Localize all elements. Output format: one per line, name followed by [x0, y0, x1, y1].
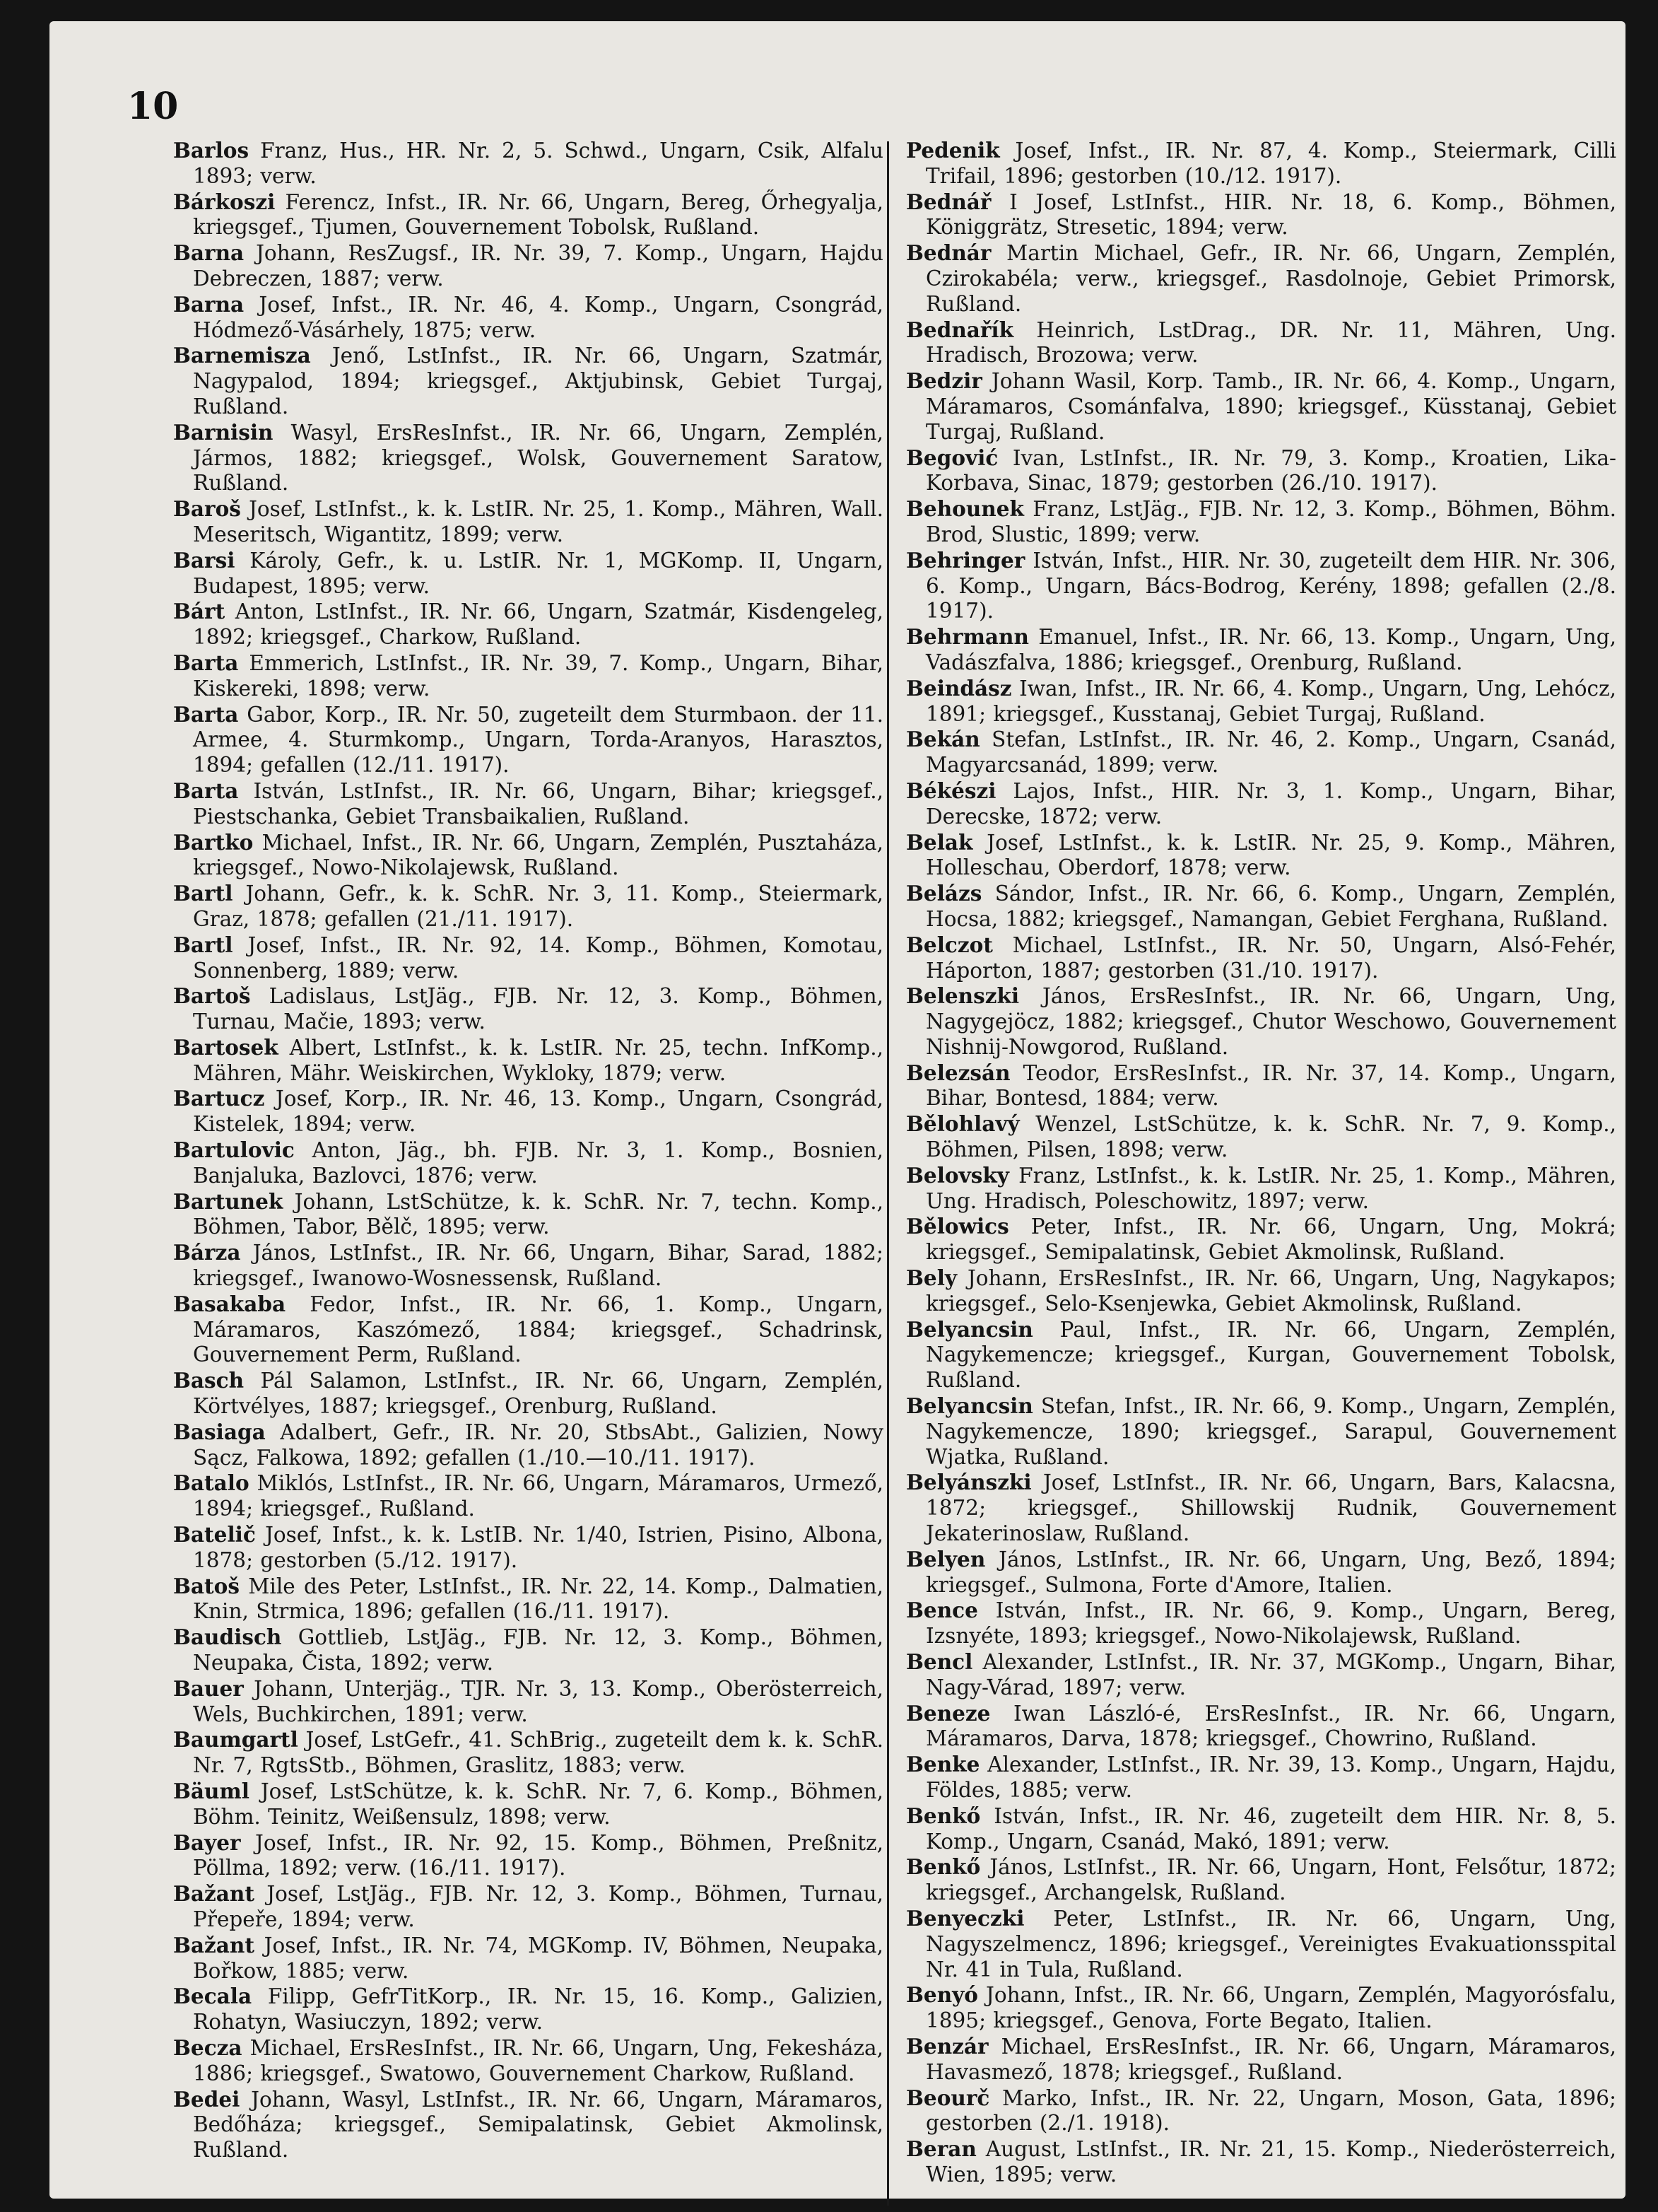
list-entry — [906, 1214, 1616, 1265]
entry-details: Ivan, LstInfst., IR. Nr. 79, 3. Komp., Kroatien, Lika-Korbava, Sinac, 1879; gestorben (26./10. 1917). — [926, 445, 1616, 496]
list-entry — [173, 1420, 883, 1471]
entry-details: Josef, Infst., k. k. LstIB. Nr. 1/40, Istrien, Pisino, Albona, 1878; gestorben (5./12. 1917). — [193, 1523, 883, 1572]
entry-surname: Bartl — [173, 881, 233, 906]
entry-surname: Behringer — [906, 547, 1025, 573]
entry-details: Martin Michael, Gefr., IR. Nr. 66, Ungarn, Zemplén, Czirokabéla; verw., kriegsgef., Rasdolnoje, Gebiet Primorsk, Rußland. — [926, 241, 1616, 316]
list-entry — [906, 1393, 1616, 1470]
entry-details: Josef, LstInfst., k. k. LstIR. Nr. 25, 9. Komp., Mähren, Holleschau, Oberdorf, 1878; verw. — [926, 830, 1616, 880]
entry-surname: Beourč — [906, 2085, 990, 2110]
entry-details: Anton, LstInfst., IR. Nr. 66, Ungarn, Szatmár, Kisdengeleg, 1892; kriegsgef., Charkow, Rußland. — [193, 599, 883, 650]
list-entry — [173, 881, 883, 932]
entry-surname: Bednár — [906, 240, 992, 266]
entry-details: Michael, ErsResInfst., IR. Nr. 66, Ungarn, Máramaros, Havasmező, 1878; kriegsgef., Rußland. — [926, 2034, 1616, 2084]
entry-details: Alexander, LstInfst., IR. Nr. 37, MGKomp., Ungarn, Bihar, Nagy-Várad, 1897; verw. — [926, 1650, 1616, 1699]
entry-details: Pál Salamon, LstInfst., IR. Nr. 66, Ungarn, Zemplén, Körtvélyes, 1887; kriegsgef., Orenburg, Rußland. — [193, 1369, 883, 1419]
list-entry — [906, 624, 1616, 676]
list-entry — [906, 1649, 1616, 1701]
entry-details: Sándor, Infst., IR. Nr. 66, 6. Komp., Ungarn, Zemplén, Hocsa, 1882; kriegsgef., Namangan, Gebiet Ferghana, Rußland. — [926, 882, 1616, 931]
entry-surname: Bartl — [173, 932, 233, 957]
entry-surname: Bárt — [173, 599, 225, 624]
entry-details: Ferencz, Infst., IR. Nr. 66, Ungarn, Bereg, Őrhegyalja, kriegsgef., Tjumen, Gouvernement Tobolsk, Rußland. — [193, 189, 883, 240]
entry-details: Johann Wasil, Korp. Tamb., IR. Nr. 66, 4. Komp., Ungarn, Máramaros, Csománfalva, 1890; kriegsgef., Küsstanaj, Gebiet Turgaj, Rußland. — [926, 369, 1616, 444]
entry-surname: Békészi — [906, 778, 996, 803]
entry-surname: Barta — [173, 650, 239, 675]
entry-surname: Pedenik — [906, 138, 1000, 163]
list-entry — [173, 1470, 883, 1522]
entry-surname: Barna — [173, 291, 245, 317]
entry-surname: Bárza — [173, 1240, 241, 1265]
entry-details: Johann, Gefr., k. k. SchR. Nr. 3, 11. Komp., Steiermark, Graz, 1878; gefallen (21./11. 1917). — [193, 882, 883, 931]
list-entry — [173, 650, 883, 702]
entry-surname: Barta — [173, 701, 239, 727]
entry-surname: Bartosek — [173, 1034, 278, 1060]
list-entry — [173, 240, 883, 292]
entry-details: Gabor, Korp., IR. Nr. 50, zugeteilt dem Sturmbaon. der 11. Armee, 4. Sturmkomp., Ungarn, Torda-Aranyos, Harasztos, 1894; gefallen (12./11. 1917). — [193, 702, 883, 778]
list-entry — [173, 1086, 883, 1137]
list-entry — [173, 983, 883, 1035]
list-entry — [173, 343, 883, 419]
entry-surname: Basch — [173, 1368, 245, 1393]
entry-surname: Bauer — [173, 1675, 244, 1701]
entry-surname: Bartko — [173, 829, 254, 855]
list-entry — [173, 420, 883, 496]
list-entry — [906, 881, 1616, 932]
entry-surname: Bedei — [173, 2086, 240, 2112]
list-entry — [906, 830, 1616, 882]
entry-surname: Bažant — [173, 1932, 254, 1958]
list-entry — [173, 1035, 883, 1087]
entry-surname: Belyancsin — [906, 1393, 1033, 1419]
entry-details: Anton, Jäg., bh. FJB. Nr. 3, 1. Komp., Bosnien, Banjaluka, Bazlovci, 1876; verw. — [193, 1138, 883, 1188]
entry-surname: Barsi — [173, 547, 235, 573]
entry-surname: Benke — [906, 1752, 980, 1777]
entry-surname: Begović — [906, 445, 999, 470]
entry-details: Johann, ResZugsf., IR. Nr. 39, 7. Komp., Ungarn, Hajdu Debreczen, 1887; verw. — [193, 241, 883, 291]
list-entry — [173, 496, 883, 548]
entry-surname: Becala — [173, 1984, 252, 2009]
entry-surname: Bence — [906, 1598, 978, 1623]
entry-details: Josef, LstGefr., 41. SchBrig., zugeteilt dem k. k. SchR. Nr. 7, RgtsStb., Böhmen, Graslitz, 1883; verw. — [193, 1728, 883, 1778]
entry-details: János, LstInfst., IR. Nr. 66, Ungarn, Hont, Felsőtur, 1872; kriegsgef., Archangelsk, Rußland. — [926, 1855, 1616, 1905]
entry-details: Fedor, Infst., IR. Nr. 66, 1. Komp., Ungarn, Máramaros, Kaszómező, 1884; kriegsgef., Schadrinsk, Gouvernement Perm, Rußland. — [193, 1292, 883, 1367]
entry-surname: Behrmann — [906, 624, 1029, 650]
list-entry — [173, 1830, 883, 1882]
entry-details: Stefan, Infst., IR. Nr. 66, 9. Komp., Ungarn, Zemplén, Nagykemencze, 1890; kriegsgef., Sarapul, Gouvernement Wjatka, Rußland. — [926, 1394, 1616, 1469]
entry-details: Josef, Infst., IR. Nr. 46, 4. Komp., Ungarn, Csongrád, Hódmező-Vásárhely, 1875; verw. — [193, 292, 883, 342]
entry-surname: Barlos — [173, 138, 249, 163]
entry-details: Johann, ErsResInfst., IR. Nr. 66, Ungarn, Ung, Nagykapos; kriegsgef., Selo-Ksenjewka, Gebiet Akmolinsk, Rußland. — [926, 1266, 1616, 1316]
entry-details: Johann, LstSchütze, k. k. SchR. Nr. 7, techn. Komp., Böhmen, Tabor, Bělč, 1895; verw. — [193, 1189, 883, 1239]
list-entry — [173, 1676, 883, 1728]
entry-details: Lajos, Infst., HIR. Nr. 3, 1. Komp., Ungarn, Bihar, Derecske, 1872; verw. — [926, 778, 1616, 829]
entry-surname: Belyánszki — [906, 1470, 1032, 1495]
column-divider — [887, 141, 889, 2206]
entry-details: Josef, Korp., IR. Nr. 46, 13. Komp., Ungarn, Csongrád, Kistelek, 1894; verw. — [193, 1087, 883, 1137]
entry-details: Iwan, Infst., IR. Nr. 66, 4. Komp., Ungarn, Ung, Lehócz, 1891; kriegsgef., Kusstanaj, Gebiet Turgaj, Rußland. — [926, 676, 1616, 726]
entry-surname: Baroš — [173, 496, 241, 522]
entry-details: Peter, LstInfst., IR. Nr. 66, Ungarn, Ung, Nagyszelmencz, 1896; kriegsgef., Vereinigtes Evakuationsspital Nr. 41 in Tula, Rußland. — [926, 1906, 1616, 1982]
list-entry — [173, 189, 883, 241]
entry-details: Johann, Infst., IR. Nr. 66, Ungarn, Zemplén, Magyorósfalu, 1895; kriegsgef., Genova, Forte Begato, Italien. — [926, 1983, 1616, 2033]
list-entry — [906, 1982, 1616, 2034]
list-entry — [906, 983, 1616, 1060]
entry-surname: Belyancsin — [906, 1316, 1033, 1342]
list-entry — [906, 932, 1616, 984]
entry-surname: Belak — [906, 829, 973, 855]
list-entry — [173, 1522, 883, 1574]
entry-details: Jenő, LstInfst., IR. Nr. 66, Ungarn, Szatmár, Nagypalod, 1894; kriegsgef., Aktjubinsk, Gebiet Turgaj, Rußland. — [193, 344, 883, 419]
entry-details: Franz, LstJäg., FJB. Nr. 12, 3. Komp., Böhmen, Böhm. Brod, Slustic, 1899; verw. — [926, 497, 1616, 546]
list-entry — [173, 548, 883, 599]
list-entry — [906, 1470, 1616, 1546]
entry-surname: Basiaga — [173, 1419, 266, 1444]
entry-details: Adalbert, Gefr., IR. Nr. 20, StbsAbt., Galizien, Nowy Sącz, Falkowa, 1892; gefallen (1./10.—10./11. 1917). — [193, 1420, 883, 1470]
entry-details: Heinrich, LstDrag., DR. Nr. 11, Mähren, Ung. Hradisch, Brozowa; verw. — [926, 317, 1616, 368]
list-entry — [173, 599, 883, 650]
entry-details: Emmerich, LstInfst., IR. Nr. 39, 7. Komp., Ungarn, Bihar, Kiskereki, 1898; verw. — [193, 650, 883, 701]
entry-surname: Barna — [173, 240, 245, 266]
entry-details: Josef, Infst., IR. Nr. 92, 14. Komp., Böhmen, Komotau, Sonnenberg, 1889; verw. — [193, 932, 883, 983]
entry-surname: Beindász — [906, 675, 1012, 701]
entry-details: August, LstInfst., IR. Nr. 21, 15. Komp., Niederösterreich, Wien, 1895; verw. — [926, 2137, 1616, 2187]
page-number: 10 — [127, 85, 179, 128]
entry-details: István, Infst., IR. Nr. 46, zugeteilt dem HIR. Nr. 8, 5. Komp., Ungarn, Csanád, Makó, 1891; verw. — [926, 1803, 1616, 1854]
entry-surname: Bárkoszi — [173, 189, 276, 214]
list-entry — [173, 1368, 883, 1420]
list-entry — [173, 2035, 883, 2087]
entry-details: Franz, LstInfst., k. k. LstIR. Nr. 25, 1. Komp., Mähren, Ung. Hradisch, Poleschowitz, 1897; verw. — [926, 1163, 1616, 1213]
entry-surname: Behounek — [906, 496, 1024, 522]
entry-surname: Bednařík — [906, 317, 1014, 342]
entry-details: Josef, Infst., IR. Nr. 74, MGKomp. IV, Böhmen, Neupaka, Bořkow, 1885; verw. — [193, 1933, 883, 1983]
list-entry — [906, 1598, 1616, 1649]
list-entry — [906, 727, 1616, 778]
entry-surname: Bartunek — [173, 1188, 283, 1214]
entry-details: Mile des Peter, LstInfst., IR. Nr. 22, 14. Komp., Dalmatien, Knin, Strmica, 1896; gefallen (16./11. 1917). — [193, 1574, 883, 1624]
list-entry — [906, 1163, 1616, 1215]
entry-details: Emanuel, Infst., IR. Nr. 66, 13. Komp., Ungarn, Ung, Vadászfalva, 1886; kriegsgef., Orenburg, Rußland. — [926, 625, 1616, 674]
list-entry — [173, 1881, 883, 1933]
entry-surname: Bartoš — [173, 983, 251, 1009]
entry-surname: Benkő — [906, 1803, 981, 1828]
list-entry — [906, 1752, 1616, 1803]
list-entry — [173, 1574, 883, 1625]
entry-details: Alexander, LstInfst., IR. Nr. 39, 13. Komp., Ungarn, Hajdu, Földes, 1885; verw. — [926, 1752, 1616, 1802]
entry-details: Michael, Infst., IR. Nr. 66, Ungarn, Zemplén, Pusztaháza, kriegsgef., Nowo-Nikolajewsk, Rußland. — [193, 830, 883, 880]
list-entry — [906, 1111, 1616, 1163]
entry-surname: Belovsky — [906, 1162, 1009, 1188]
entry-details: István, Infst., HIR. Nr. 30, zugeteilt dem HIR. Nr. 306, 6. Komp., Ungarn, Bács-Bodrog, Kerény, 1898; gefallen (2./8. 1917). — [926, 548, 1616, 624]
entry-details: Stefan, LstInfst., IR. Nr. 46, 2. Komp., Ungarn, Csanád, Magyarcsanád, 1899; verw. — [926, 727, 1616, 778]
entry-details: Ladislaus, LstJäg., FJB. Nr. 12, 3. Komp., Böhmen, Turnau, Mačie, 1893; verw. — [193, 984, 883, 1034]
entry-details: Paul, Infst., IR. Nr. 66, Ungarn, Zemplén, Nagykemencze; kriegsgef., Kurgan, Gouvernement Tobolsk, Rußland. — [926, 1317, 1616, 1393]
entry-surname: Bělohlavý — [906, 1111, 1020, 1137]
entry-surname: Bartucz — [173, 1086, 265, 1111]
entry-surname: Beran — [906, 2136, 977, 2162]
entry-details: Gottlieb, LstJäg., FJB. Nr. 12, 3. Komp., Böhmen, Neupaka, Čista, 1892; verw. — [193, 1625, 883, 1675]
entry-details: Wasyl, ErsResInfst., IR. Nr. 66, Ungarn, Zemplén, Jármos, 1882; kriegsgef., Wolsk, Gouvernement Saratow, Rußland. — [193, 420, 883, 496]
entry-surname: Bayer — [173, 1830, 241, 1855]
entry-surname: Batelič — [173, 1522, 256, 1547]
entry-surname: Bednář — [906, 189, 992, 214]
list-entry — [173, 932, 883, 984]
list-entry — [173, 1625, 883, 1676]
entry-surname: Barnemisza — [173, 343, 311, 368]
list-entry — [906, 1701, 1616, 1752]
list-entry — [906, 1317, 1616, 1393]
entry-details: Marko, Infst., IR. Nr. 22, Ungarn, Moson, Gata, 1896; gestorben (2./1. 1918). — [926, 2085, 1616, 2136]
entry-details: Iwan László-é, ErsResInfst., IR. Nr. 66, Ungarn, Máramaros, Darva, 1878; kriegsgef., Chowrino, Rußland. — [926, 1701, 1616, 1751]
list-entry — [906, 138, 1616, 189]
list-entry — [906, 548, 1616, 624]
entry-details: Teodor, ErsResInfst., IR. Nr. 37, 14. Komp., Ungarn, Bihar, Bontesd, 1884; verw. — [926, 1060, 1616, 1111]
entry-surname: Benyeczki — [906, 1905, 1025, 1931]
entry-details: Miklós, LstInfst., IR. Nr. 66, Ungarn, Máramaros, Urmező, 1894; kriegsgef., Rußland. — [193, 1471, 883, 1521]
entry-details: Wenzel, LstSchütze, k. k. SchR. Nr. 7, 9. Komp., Böhmen, Pilsen, 1898; verw. — [926, 1112, 1616, 1162]
list-entry — [173, 138, 883, 189]
entry-surname: Bekán — [906, 727, 980, 752]
entry-details: Johann, Unterjäg., TJR. Nr. 3, 13. Komp., Oberösterreich, Wels, Buchkirchen, 1891; verw. — [193, 1676, 883, 1726]
list-entry — [906, 368, 1616, 445]
list-entry — [906, 240, 1616, 317]
list-entry — [173, 1292, 883, 1368]
left-column — [173, 138, 883, 2163]
entry-details: István, LstInfst., IR. Nr. 66, Ungarn, Bihar; kriegsgef., Piestschanka, Gebiet Transbaikalien, Rußland. — [193, 778, 883, 829]
entry-details: Josef, LstJäg., FJB. Nr. 12, 3. Komp., Böhmen, Turnau, Přepeře, 1894; verw. — [193, 1882, 883, 1931]
list-entry — [173, 292, 883, 344]
list-entry — [906, 778, 1616, 830]
entry-surname: Bažant — [173, 1881, 254, 1907]
entry-surname: Batoš — [173, 1573, 240, 1598]
entry-surname: Benyó — [906, 1982, 978, 2008]
entry-details: Peter, Infst., IR. Nr. 66, Ungarn, Ung, Mokrá; kriegsgef., Semipalatinsk, Gebiet Akmolinsk, Rußland. — [926, 1215, 1616, 1265]
entry-details: Franz, Hus., HR. Nr. 2, 5. Schwd., Ungarn, Csik, Alfalu 1893; verw. — [193, 139, 883, 188]
entry-surname: Benzár — [906, 2033, 989, 2059]
list-entry — [173, 1984, 883, 2035]
entry-surname: Belezsán — [906, 1060, 1011, 1085]
entry-details: János, ErsResInfst., IR. Nr. 66, Ungarn, Ung, Nagygejöcz, 1882; kriegsgef., Chutor Weschowo, Gouvernement Nishnij-Nowgorod, Rußland. — [926, 984, 1616, 1059]
list-entry — [906, 1547, 1616, 1598]
list-entry — [906, 2136, 1616, 2188]
entry-details: Josef, LstInfst., IR. Nr. 66, Ungarn, Bars, Kalacsna, 1872; kriegsgef., Shillowskij Rudnik, Gouvernement Jekaterinoslaw, Rußland. — [926, 1470, 1616, 1546]
entry-details: Josef, Infst., IR. Nr. 87, 4. Komp., Steiermark, Cilli Trifail, 1896; gestorben (10./12. 1917). — [926, 139, 1616, 188]
entry-surname: Beneze — [906, 1700, 991, 1726]
entry-surname: Barta — [173, 778, 239, 803]
list-entry — [906, 1265, 1616, 1317]
list-entry — [173, 1779, 883, 1830]
list-entry — [173, 1240, 883, 1292]
entry-details: Albert, LstInfst., k. k. LstIR. Nr. 25, techn. InfKomp., Mähren, Mähr. Weiskirchen, Wykloky, 1879; verw. — [193, 1035, 883, 1085]
entry-surname: Bělowics — [906, 1214, 1009, 1239]
entry-details: János, LstInfst., IR. Nr. 66, Ungarn, Ung, Bező, 1894; kriegsgef., Sulmona, Forte d'Amore, Italien. — [926, 1547, 1616, 1597]
entry-surname: Baumgartl — [173, 1727, 298, 1752]
entry-surname: Bedzir — [906, 368, 982, 394]
right-column — [906, 138, 1616, 2188]
list-entry — [906, 2034, 1616, 2085]
entry-details: Károly, Gefr., k. u. LstIR. Nr. 1, MGKomp. II, Ungarn, Budapest, 1895; verw. — [193, 548, 883, 598]
entry-details: Josef, LstInfst., k. k. LstIR. Nr. 25, 1. Komp., Mähren, Wall. Meseritsch, Wigantitz, 1899; verw. — [193, 497, 883, 546]
list-entry — [173, 702, 883, 778]
list-entry — [906, 189, 1616, 241]
entry-surname: Belázs — [906, 881, 982, 906]
list-entry — [906, 496, 1616, 548]
entry-surname: Batalo — [173, 1470, 249, 1496]
entry-details: Michael, ErsResInfst., IR. Nr. 66, Ungarn, Ung, Fekesháza, 1886; kriegsgef., Swatowo, Gouvernement Charkow, Rußland. — [193, 2035, 883, 2085]
entry-surname: Belczot — [906, 932, 993, 957]
entry-surname: Benkő — [906, 1854, 981, 1880]
list-entry — [173, 1933, 883, 1984]
list-entry — [906, 2085, 1616, 2137]
list-entry — [906, 1060, 1616, 1112]
entry-surname: Barnisin — [173, 419, 274, 445]
list-entry — [173, 1189, 883, 1241]
entry-details: I Josef, LstInfst., HIR. Nr. 18, 6. Komp., Böhmen, Königgrätz, Stresetic, 1894; verw. — [926, 189, 1616, 240]
list-entry — [906, 445, 1616, 497]
entry-surname: Bencl — [906, 1649, 973, 1675]
entry-surname: Bely — [906, 1265, 958, 1291]
entry-surname: Baudisch — [173, 1625, 282, 1650]
list-entry — [173, 2087, 883, 2163]
list-entry — [906, 1854, 1616, 1906]
entry-surname: Basakaba — [173, 1291, 286, 1316]
entry-details: Filipp, GefrTitKorp., IR. Nr. 15, 16. Komp., Galizien, Rohatyn, Wasiuczyn, 1892; verw. — [193, 1984, 883, 2035]
entry-surname: Bäuml — [173, 1779, 249, 1803]
list-entry — [906, 317, 1616, 369]
entry-details: Johann, Wasyl, LstInfst., IR. Nr. 66, Ungarn, Máramaros, Bedőháza; kriegsgef., Semipalatinsk, Gebiet Akmolinsk, Rußland. — [193, 2087, 883, 2163]
list-entry — [906, 1906, 1616, 1982]
entry-surname: Belyen — [906, 1546, 986, 1572]
list-entry — [173, 1137, 883, 1189]
entry-details: János, LstInfst., IR. Nr. 66, Ungarn, Bihar, Sarad, 1882; kriegsgef., Iwanowo-Wosnessensk, Rußland. — [193, 1241, 883, 1291]
list-entry — [173, 1727, 883, 1779]
list-entry — [173, 830, 883, 882]
list-entry — [906, 1803, 1616, 1855]
entry-details: Michael, LstInfst., IR. Nr. 50, Ungarn, Alsó-Fehér, Háporton, 1887; gestorben (31./10. 1917). — [926, 932, 1616, 983]
entry-details: István, Infst., IR. Nr. 66, 9. Komp., Ungarn, Bereg, Izsnyéte, 1893; kriegsgef., Nowo-Nikolajewsk, Rußland. — [926, 1598, 1616, 1649]
entry-surname: Belenszki — [906, 983, 1020, 1009]
entry-details: Josef, LstSchütze, k. k. SchR. Nr. 7, 6. Komp., Böhmen, Böhm. Teinitz, Weißensulz, 1898; verw. — [193, 1779, 883, 1829]
entry-details: Josef, Infst., IR. Nr. 92, 15. Komp., Böhmen, Preßnitz, Pöllma, 1892; verw. (16./11. 1917). — [193, 1830, 883, 1880]
entry-surname: Becza — [173, 2035, 242, 2060]
list-entry — [173, 778, 883, 830]
list-entry — [906, 676, 1616, 727]
entry-surname: Bartulovic — [173, 1137, 295, 1163]
